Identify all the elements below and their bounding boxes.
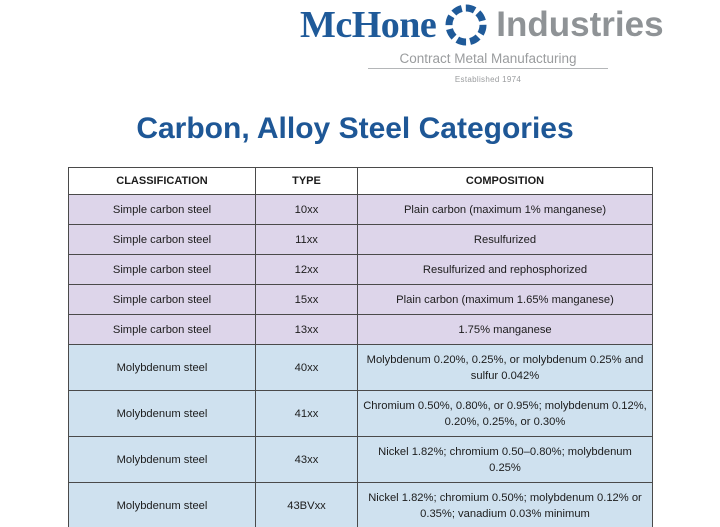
cell-composition: Nickel 1.82%; chromium 0.50%; molybdenum 0.12% or 0.35%; vanadium 0.03% minimum [358,483,653,527]
established-note: Established 1974 [454,75,522,84]
cell-composition: Nickel 1.82%; chromium 0.50–0.80%; molybdenum 0.25% [358,437,653,483]
cell-type: 10xx [256,195,358,225]
column-header-composition: COMPOSITION [358,168,653,195]
page-title: Carbon, Alloy Steel Categories [136,112,574,145]
brand-name-primary: McHone [300,4,437,46]
cell-composition: 1.75% manganese [358,315,653,345]
cell-classification: Molybdenum steel [69,345,256,391]
cell-classification: Molybdenum steel [69,391,256,437]
cell-classification: Molybdenum steel [69,483,256,527]
cell-classification: Simple carbon steel [69,315,256,345]
cell-classification: Simple carbon steel [69,255,256,285]
table-header-row [69,168,653,195]
table-row [69,225,653,255]
cell-composition: Chromium 0.50%, 0.80%, or 0.95%; molybdenum 0.12%, 0.20%, 0.25%, or 0.30% [358,391,653,437]
cell-type: 12xx [256,255,358,285]
cell-type: 43xx [256,437,358,483]
brand-name-secondary: Industries [496,5,664,44]
table-row [69,285,653,315]
cell-classification: Molybdenum steel [69,437,256,483]
cell-type: 41xx [256,391,358,437]
cell-classification: Simple carbon steel [69,195,256,225]
data-table [68,167,653,527]
tagline-divider [368,68,608,69]
cell-type: 11xx [256,225,358,255]
cell-type: 15xx [256,285,358,315]
column-header-type: TYPE [256,168,358,195]
cell-classification: Simple carbon steel [69,225,256,255]
cell-type: 40xx [256,345,358,391]
table-row [69,315,653,345]
cell-composition: Plain carbon (maximum 1.65% manganese) [358,285,653,315]
table-row [69,483,653,527]
company-tagline: Contract Metal Manufacturing [399,51,577,66]
cell-composition: Molybdenum 0.20%, 0.25%, or molybdenum 0.25% and sulfur 0.042% [358,345,653,391]
column-header-classification: CLASSIFICATION [69,168,256,195]
cell-type: 43BVxx [256,483,358,527]
gear-logo-icon [442,3,490,47]
company-logo [300,2,664,48]
table-row [69,255,653,285]
cell-composition: Resulfurized and rephosphorized [358,255,653,285]
table-row [69,195,653,225]
cell-type: 13xx [256,315,358,345]
cell-composition: Resulfurized [358,225,653,255]
table-row [69,437,653,483]
cell-classification: Simple carbon steel [69,285,256,315]
table-row [69,391,653,437]
table-row [69,345,653,391]
cell-composition: Plain carbon (maximum 1% manganese) [358,195,653,225]
steel-categories-table [68,167,652,527]
